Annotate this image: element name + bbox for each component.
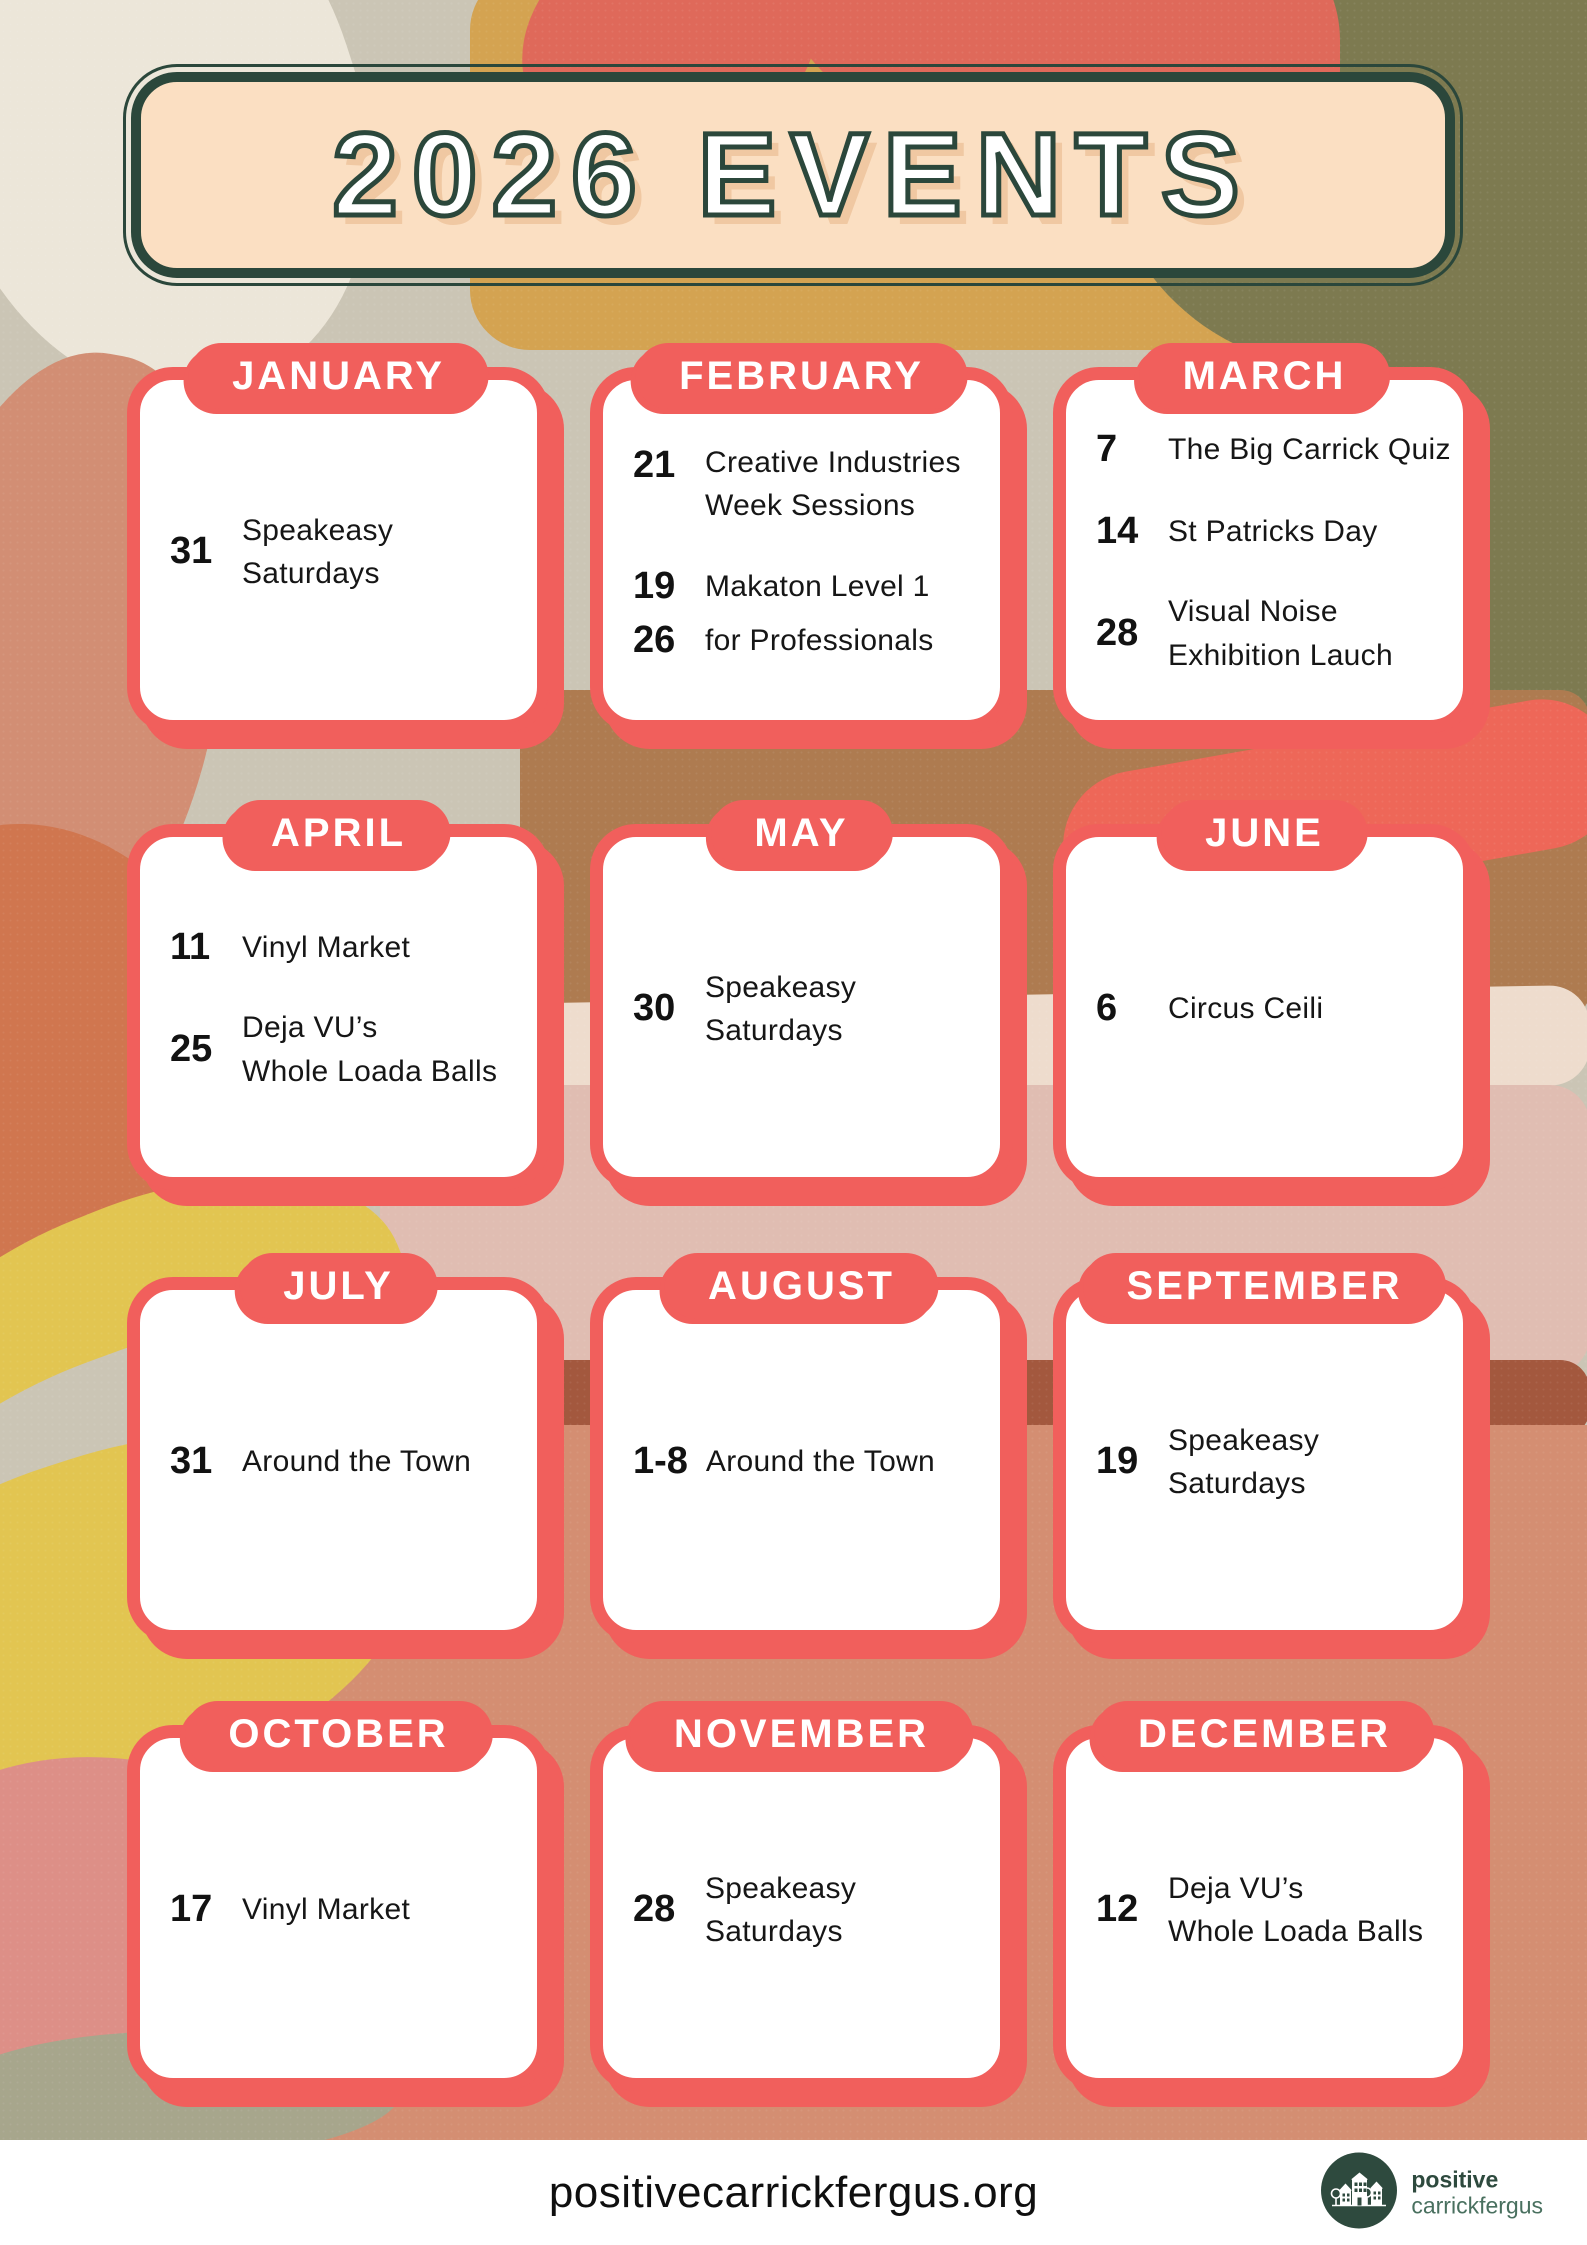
event-row <box>633 1867 988 1954</box>
month-name: APRIL <box>271 811 406 855</box>
event-label-line: for Professionals <box>705 623 934 657</box>
event-date: 28 <box>1096 611 1139 654</box>
event-label-line: Circus Ceili <box>1168 992 1324 1026</box>
event-row <box>170 1887 410 1933</box>
month-name: MARCH <box>1182 354 1347 398</box>
event-label-line: Speakeasy Saturdays <box>705 970 857 1047</box>
event-label <box>706 1440 935 1484</box>
month-tab <box>1161 800 1368 866</box>
month-name: AUGUST <box>708 1264 895 1308</box>
month-card <box>127 800 550 1190</box>
event-label-line: The Big Carrick Quiz <box>1168 432 1451 466</box>
event-row <box>170 1439 471 1485</box>
event-date: 19 <box>633 564 676 607</box>
event-row <box>633 441 961 528</box>
month-card-body <box>1053 1277 1476 1643</box>
event-label-line: Makaton Level 1 <box>705 569 930 603</box>
event-label-line: Creative Industries <box>705 445 961 479</box>
event-date: 14 <box>1096 509 1139 552</box>
event-date: 7 <box>1096 427 1118 470</box>
event-label <box>1168 987 1323 1031</box>
website-url: positivecarrickfergus.org <box>548 2167 1039 2217</box>
month-card <box>590 1253 1013 1643</box>
event-row <box>1096 1867 1423 1954</box>
month-card <box>1053 1701 1476 2091</box>
month-tab <box>1094 1701 1435 1767</box>
month-name: NOVEMBER <box>673 1712 930 1756</box>
month-card <box>127 1701 550 2091</box>
month-tab <box>1139 343 1391 409</box>
event-label-line: Deja VU’s <box>1168 1871 1304 1905</box>
months-row-3 <box>127 1253 1476 1643</box>
month-name: MAY <box>754 811 849 855</box>
footer-bar <box>0 2140 1587 2245</box>
event-label <box>242 509 525 596</box>
event-row <box>633 618 934 664</box>
month-card-body <box>127 1725 550 2091</box>
event-row <box>170 1006 497 1093</box>
month-tab <box>635 343 968 409</box>
event-label <box>705 441 961 528</box>
month-tab <box>630 1701 973 1767</box>
month-tab <box>188 343 489 409</box>
month-name: FEBRUARY <box>679 354 924 398</box>
month-card-body <box>1053 824 1476 1190</box>
month-card-body <box>590 824 1013 1190</box>
event-label <box>705 966 988 1053</box>
event-row <box>170 509 525 596</box>
event-label-line: Deja VU’s <box>242 1011 378 1045</box>
event-row <box>1096 427 1451 473</box>
month-name: JUNE <box>1205 811 1324 855</box>
event-label <box>242 926 410 970</box>
event-label <box>1168 428 1451 472</box>
month-card <box>590 800 1013 1190</box>
months-row-1 <box>127 343 1476 733</box>
month-card-body <box>127 367 550 733</box>
month-tab <box>710 800 892 866</box>
event-row <box>1096 1419 1451 1506</box>
months-row-4 <box>127 1701 1476 2091</box>
month-card-body <box>590 367 1013 733</box>
event-label <box>242 1006 497 1093</box>
event-date: 11 <box>170 925 211 968</box>
event-label-line: Speakeasy Saturdays <box>242 513 394 590</box>
month-name: JANUARY <box>232 354 445 398</box>
month-card <box>1053 800 1476 1190</box>
event-date: 12 <box>1096 1888 1139 1931</box>
event-date: 26 <box>633 618 676 661</box>
logo-word-positive: positive <box>1411 2166 1499 2193</box>
event-label <box>1168 1419 1451 1506</box>
event-date: 30 <box>633 987 676 1030</box>
month-card-body <box>1053 1725 1476 2091</box>
event-label <box>1168 510 1378 554</box>
event-label <box>1168 1867 1423 1954</box>
event-label-line: St Patricks Day <box>1168 514 1378 548</box>
month-name: SEPTEMBER <box>1126 1264 1403 1308</box>
event-date: 17 <box>170 1888 213 1931</box>
event-date: 1-8 <box>633 1440 688 1483</box>
event-label-line: Vinyl Market <box>242 930 411 964</box>
month-card <box>590 343 1013 733</box>
event-label <box>1168 590 1393 677</box>
event-date: 21 <box>633 443 676 486</box>
logo-wordmark <box>1411 2166 1543 2219</box>
logo-word-carrickfergus: carrickfergus <box>1411 2192 1543 2219</box>
month-card-body <box>590 1725 1013 2091</box>
page-title: 2026 EVENTS <box>332 109 1254 241</box>
month-card-body <box>127 1277 550 1643</box>
month-tab <box>1083 1253 1447 1319</box>
event-date: 28 <box>633 1888 676 1931</box>
event-label-line: Speakeasy Saturdays <box>705 1871 857 1948</box>
event-label-line: Speakeasy Saturdays <box>1168 1423 1320 1500</box>
event-label-line: Whole Loada Balls <box>1168 1915 1424 1948</box>
month-name: DECEMBER <box>1138 1712 1391 1756</box>
month-card-body <box>590 1277 1013 1643</box>
event-row <box>1096 590 1393 677</box>
event-row <box>1096 986 1323 1032</box>
event-date: 19 <box>1096 1440 1139 1483</box>
event-row <box>633 564 934 610</box>
event-row <box>1096 509 1378 555</box>
town-houses-icon <box>1321 2152 1397 2233</box>
event-label-line: Visual Noise <box>1168 595 1338 629</box>
month-name: OCTOBER <box>228 1712 449 1756</box>
event-label-line: Around the Town <box>705 1445 936 1479</box>
month-card-body <box>127 824 550 1190</box>
event-label-line: Around the Town <box>242 1445 472 1479</box>
month-tab <box>664 1253 939 1319</box>
month-card <box>127 343 550 733</box>
event-row <box>633 1439 935 1485</box>
month-name: JULY <box>283 1264 394 1308</box>
month-tab <box>239 1253 438 1319</box>
month-card <box>590 1701 1013 2091</box>
month-card-body <box>1053 367 1476 733</box>
event-row <box>633 966 988 1053</box>
months-row-2 <box>127 800 1476 1190</box>
month-card <box>1053 1253 1476 1643</box>
event-date: 25 <box>170 1028 213 1070</box>
event-date: 31 <box>170 1440 213 1483</box>
event-label-line: Whole Loada Balls <box>242 1054 498 1088</box>
event-label <box>705 1867 988 1954</box>
event-row <box>170 925 410 971</box>
event-label <box>705 619 934 663</box>
event-group <box>633 564 934 663</box>
month-card <box>1053 343 1476 733</box>
event-label-line: Exhibition Lauch <box>1168 638 1393 672</box>
event-date: 6 <box>1096 987 1118 1030</box>
event-label <box>242 1888 410 1932</box>
event-date: 31 <box>170 530 213 573</box>
event-label-line: Week Sessions <box>705 489 916 523</box>
month-tab <box>184 1701 492 1767</box>
month-tab <box>227 800 450 866</box>
event-label <box>242 1440 471 1484</box>
event-label-line: Vinyl Market <box>242 1893 411 1927</box>
event-label <box>705 565 930 609</box>
month-card <box>127 1253 550 1643</box>
title-banner <box>131 72 1455 278</box>
positive-carrickfergus-logo <box>1321 2152 1543 2233</box>
